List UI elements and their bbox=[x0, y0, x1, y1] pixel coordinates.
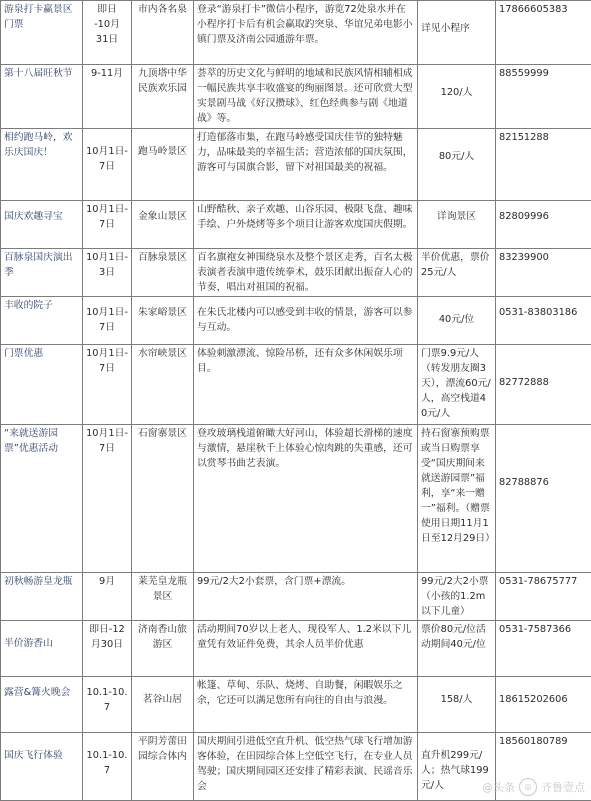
event-desc-cell: 登录“游泉打卡”微信小程序，游览72处泉水并在小程序打卡后有机会赢取趵突泉、华谊兄弟电影小镇门票及济南公园通游年票。 bbox=[194, 1, 418, 65]
event-place-cell: 九顶塔中华民族欢乐园 bbox=[132, 65, 194, 129]
event-date-cell: 10月1日-3日 bbox=[83, 249, 132, 297]
event-name-cell: 国庆欢趣寻宝 bbox=[1, 201, 83, 249]
event-place-cell: 平阴芳蕾田园综合体内 bbox=[132, 733, 194, 801]
event-name-cell: 露营&篝火晚会 bbox=[1, 677, 83, 733]
table-row bbox=[1, 677, 591, 733]
event-date-cell: 10月1日-7日 bbox=[83, 345, 132, 425]
event-place-cell: 市内各名泉 bbox=[132, 1, 194, 65]
event-name-cell: 国庆飞行体验 bbox=[1, 733, 83, 801]
event-price-cell: 半价优惠，票价25元/人 bbox=[418, 249, 496, 297]
event-price-cell: 99元/2大2小票（小孩的1.2m以下儿童） bbox=[418, 573, 496, 621]
event-name-cell: 第十八届旺秋节 bbox=[1, 65, 83, 129]
event-place-cell: 水帘峡景区 bbox=[132, 345, 194, 425]
event-desc-cell: 山野酷秋、亲子欢趣、山谷乐园、极限飞盘、趣味手绘、户外烧烤等多个项目让游客欢度国庆假期。 bbox=[194, 201, 418, 249]
table-row bbox=[1, 573, 591, 621]
event-place-cell: 石窗寨景区 bbox=[132, 425, 194, 573]
table-row bbox=[1, 345, 591, 425]
event-price-cell: 详见小程序 bbox=[418, 1, 496, 65]
event-name-cell: 丰收的院子 bbox=[1, 297, 83, 345]
table-row bbox=[1, 249, 591, 297]
event-place-cell: 百脉泉景区 bbox=[132, 249, 194, 297]
event-phone-cell: 17866605383 bbox=[496, 1, 591, 65]
event-phone-cell: 0531-83803186 bbox=[496, 297, 591, 345]
event-desc-cell: 在朱氏北楼内可以感受到丰收的情景，游客可以参与互动。 bbox=[194, 297, 418, 345]
event-desc-cell: 国庆期间引进低空直升机、低空热气球飞行增加游客体验，在田园综合体上空低空飞行，在专业人员驾驶；国庆期间园区还安排了精彩表演、民谣音乐会 bbox=[194, 733, 418, 801]
event-price-cell: 直升机299元/人；热气球199元/人 bbox=[418, 733, 496, 801]
watermark-logo-icon: ◎ bbox=[519, 778, 537, 796]
event-price-cell: 详询景区 bbox=[418, 201, 496, 249]
table-row bbox=[1, 65, 591, 129]
table-row bbox=[1, 129, 591, 201]
watermark-account: @头条 bbox=[482, 779, 515, 795]
event-phone-cell: 0531-78675777 bbox=[496, 573, 591, 621]
table-row bbox=[1, 201, 591, 249]
event-date-cell: 10月1日-7日 bbox=[83, 129, 132, 201]
event-place-cell: 金象山景区 bbox=[132, 201, 194, 249]
event-phone-cell: 18615202606 bbox=[496, 677, 591, 733]
event-phone-cell: 18560180789 bbox=[496, 733, 591, 801]
table-row bbox=[1, 297, 591, 345]
event-price-cell: 门票9.9元/人（转发朋友圈3天），漂流60元/人，高空栈道40元/人 bbox=[418, 345, 496, 425]
event-name-cell: 相约跑马岭，欢乐庆国庆！ bbox=[1, 129, 83, 201]
event-desc-cell: 帐篷、草甸、乐队、烧烤、自助餐，闲暇娱乐之余，它还可以满足您所有向往的自由与浪漫。 bbox=[194, 677, 418, 733]
event-desc-cell: 百名旗袍女神围绕泉水及整个景区走秀，百名太极表演者表演申遗传统拳术，鼓乐团献出振奋人心的节奏，唱出对祖国的祝福。 bbox=[194, 249, 418, 297]
event-phone-cell: 82151288 bbox=[496, 129, 591, 201]
event-price-cell: 80元/人 bbox=[418, 129, 496, 201]
event-phone-cell: 82809996 bbox=[496, 201, 591, 249]
event-desc-cell: 荟萃的历史文化与鲜明的地域和民族风情相辅相成一幅民族共享丰收盛宴的绚丽图景。还可欣赏大型实景剧马战《好汉攒球》、红色经典参与剧《地道战》等。 bbox=[194, 65, 418, 129]
event-place-cell: 济南香山旅游区 bbox=[132, 621, 194, 677]
event-name-cell: 门票优惠 bbox=[1, 345, 83, 425]
event-date-cell: 10月1日-7日 bbox=[83, 425, 132, 573]
source-watermark bbox=[482, 778, 585, 796]
event-place-cell: 茗谷山居 bbox=[132, 677, 194, 733]
event-price-cell: 158/人 bbox=[418, 677, 496, 733]
event-phone-cell: 82788876 bbox=[496, 425, 591, 573]
table-row bbox=[1, 425, 591, 573]
table-row bbox=[1, 621, 591, 677]
event-date-cell: 10.1-10.7 bbox=[83, 677, 132, 733]
event-place-cell: 朱家峪景区 bbox=[132, 297, 194, 345]
event-phone-cell: 88559999 bbox=[496, 65, 591, 129]
event-name-cell: 初秋畅游皇龙瓶 bbox=[1, 573, 83, 621]
event-phone-cell: 0531-7587366 bbox=[496, 621, 591, 677]
event-place-cell: 跑马岭景区 bbox=[132, 129, 194, 201]
event-price-cell: 票价80元/位活动期间40元/位 bbox=[418, 621, 496, 677]
event-place-cell: 莱芜皇龙瓶景区 bbox=[132, 573, 194, 621]
event-date-cell: 9月 bbox=[83, 573, 132, 621]
event-name-cell: “来就送游园票”优惠活动 bbox=[1, 425, 83, 573]
event-desc-cell: 99元/2大2小套票，含门票+漂流。 bbox=[194, 573, 418, 621]
event-desc-cell: 打造郁落市集，在跑马岭感受国庆佳节的独特魅力，品味最美的幸福生活；营造浓郁的国庆氛围，游客可与国旗合影，留下对祖国最美的祝福。 bbox=[194, 129, 418, 201]
event-date-cell: 9-11月 bbox=[83, 65, 132, 129]
event-name-cell: 游泉打卡赢景区门票 bbox=[1, 1, 83, 65]
event-phone-cell: 83239900 bbox=[496, 249, 591, 297]
table-row bbox=[1, 1, 591, 65]
event-desc-cell: 登攻玻璃栈道俯瞰大好河山，体验超长滑梯的速度与激情，悬崖秋千上体验心惊肉跳的失重感，还可以赏琴书曲艺表演。 bbox=[194, 425, 418, 573]
event-name-cell: 半价游香山 bbox=[1, 621, 83, 677]
event-name-cell: 百脉泉国庆演出季 bbox=[1, 249, 83, 297]
event-desc-cell: 活动期间70岁以上老人、现役军人、1.2米以下儿童凭有效证件免费，其余人员半价优惠 bbox=[194, 621, 418, 677]
event-date-cell: 10月1日-7日 bbox=[83, 201, 132, 249]
event-price-cell: 40元/位 bbox=[418, 297, 496, 345]
event-date-cell: 即日-12月30日 bbox=[83, 621, 132, 677]
watermark-brand: 齐鲁壹点 bbox=[541, 779, 585, 795]
event-phone-cell: 82772888 bbox=[496, 345, 591, 425]
event-date-cell: 10.1-10.7 bbox=[83, 733, 132, 801]
event-price-cell: 持石窗寨预购票或当日购票享受“国庆期间来就送游园票”福利，享“来一赠一”福利。（赠票使用日期11月1日至12月29日） bbox=[418, 425, 496, 573]
event-desc-cell: 体验刺激漂流、惊险吊桥，还有众多休闲娱乐项目。 bbox=[194, 345, 418, 425]
event-date-cell: 10月1日-7日 bbox=[83, 297, 132, 345]
event-price-cell: 120/人 bbox=[418, 65, 496, 129]
event-date-cell: 即日 -10月 31日 bbox=[83, 1, 132, 65]
